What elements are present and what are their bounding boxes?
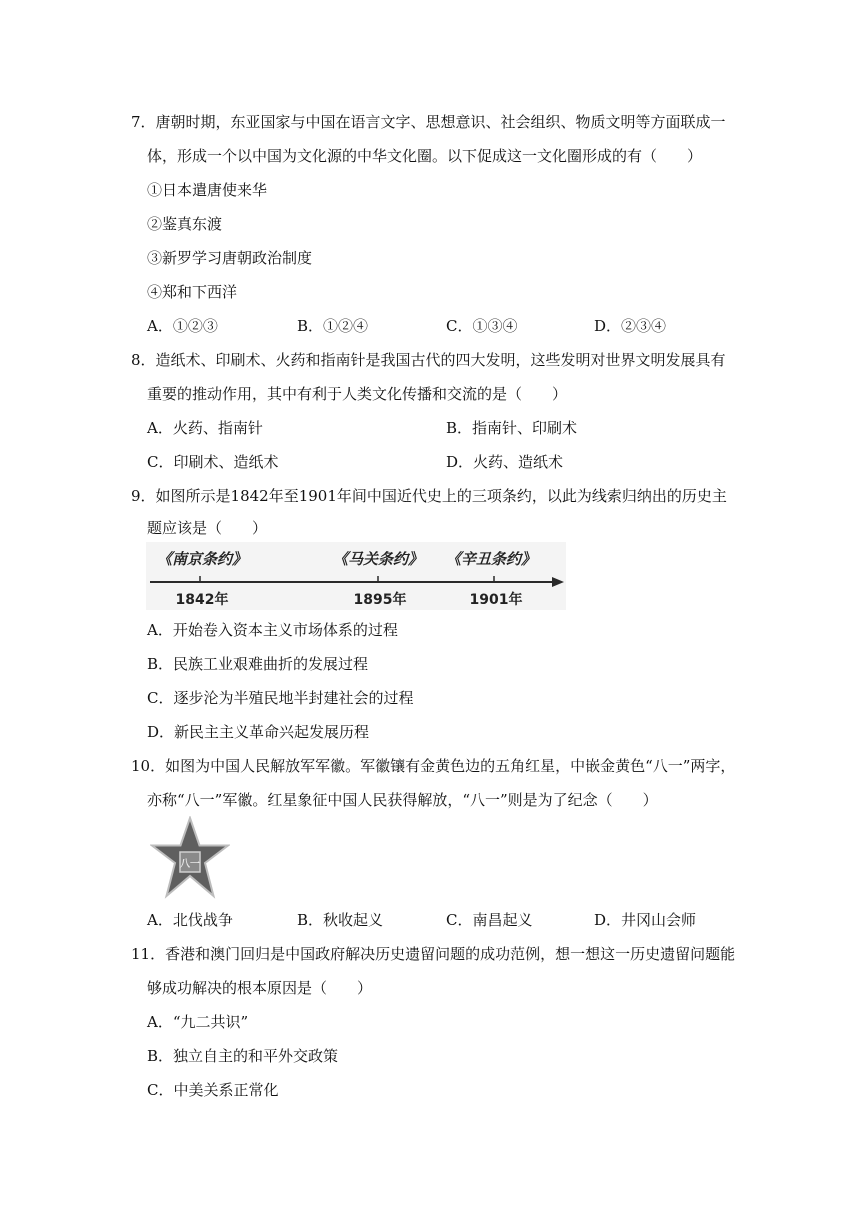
q10-stem-line1: 10．如图为中国人民解放军军徽。军徽镶有金黄色边的五角红星，中嵌金黄色“八一”两字， bbox=[131, 757, 736, 775]
q7-stem-line2: 体，形成一个以中国为文化源的中华文化圈。以下促成这一文化圈形成的有（ ） bbox=[147, 147, 703, 165]
q11-option-c[interactable]: C．中美关系正常化 bbox=[147, 1081, 279, 1099]
q7-option-d[interactable]: D．②③④ bbox=[594, 317, 667, 335]
q9-option-a[interactable]: A．开始卷入资本主义市场体系的过程 bbox=[147, 621, 398, 639]
q11-option-a[interactable]: A．“九二共识” bbox=[147, 1013, 249, 1031]
q9-option-c[interactable]: C．逐步沦为半殖民地半封建社会的过程 bbox=[147, 689, 414, 707]
q8-stem-line1: 8．造纸术、印刷术、火药和指南针是我国古代的四大发明，这些发明对世界文明发展具有 bbox=[131, 351, 726, 369]
q7-option-c[interactable]: C．①③④ bbox=[446, 317, 518, 335]
q10-option-a[interactable]: A．北伐战争 bbox=[147, 911, 233, 929]
q7-item-3: ③新罗学习唐朝政治制度 bbox=[147, 249, 313, 267]
q10-stem-line2: 亦称“八一”军徽。红星象征中国人民获得解放，“八一”则是为了纪念（ ） bbox=[147, 791, 658, 809]
treaty-maguan: 《马关条约》 bbox=[332, 550, 424, 568]
treaty-nanjing: 《南京条约》 bbox=[156, 550, 248, 568]
q7-option-b[interactable]: B．①②④ bbox=[297, 317, 369, 335]
pla-badge-image bbox=[150, 816, 230, 900]
q7-item-1: ①日本遣唐使来华 bbox=[147, 181, 268, 199]
q10-option-b[interactable]: B．秋收起义 bbox=[297, 911, 384, 929]
q9-option-d[interactable]: D．新民主主义革命兴起发展历程 bbox=[147, 723, 370, 741]
treaty-xinchou: 《辛丑条约》 bbox=[445, 550, 537, 568]
q8-option-b[interactable]: B．指南针、印刷术 bbox=[446, 419, 578, 437]
q9-option-b[interactable]: B．民族工业艰难曲折的发展过程 bbox=[147, 655, 369, 673]
q10-option-d[interactable]: D．井冈山会师 bbox=[594, 911, 697, 929]
year-1901: 1901年 bbox=[469, 592, 523, 608]
q7-option-a[interactable]: A．①②③ bbox=[147, 317, 218, 335]
q8-option-a[interactable]: A．火药、指南针 bbox=[147, 419, 263, 437]
q11-option-b[interactable]: B．独立自主的和平外交政策 bbox=[147, 1047, 339, 1065]
badge-bayi-text: 八一 bbox=[180, 859, 200, 870]
year-1895: 1895年 bbox=[353, 592, 407, 608]
q9-stem-line1: 9．如图所示是1842年至1901年间中国近代史上的三项条约，以此为线索归纳出的历史主 bbox=[131, 487, 727, 505]
q10-option-c[interactable]: C．南昌起义 bbox=[446, 911, 533, 929]
q8-stem-line2: 重要的推动作用，其中有利于人类文化传播和交流的是（ ） bbox=[147, 385, 568, 403]
q8-option-c[interactable]: C．印刷术、造纸术 bbox=[147, 453, 279, 471]
q7-item-2: ②鉴真东渡 bbox=[147, 215, 223, 233]
q11-stem-line2: 够成功解决的根本原因是（ ） bbox=[147, 979, 373, 997]
q11-stem-line1: 11．香港和澳门回归是中国政府解决历史遗留问题的成功范例，想一想这一历史遗留问题能 bbox=[131, 945, 736, 963]
q9-stem-line2: 题应该是（ ） bbox=[147, 519, 268, 537]
q7-item-4: ④郑和下西洋 bbox=[147, 283, 238, 301]
treaty-timeline bbox=[146, 542, 566, 610]
q8-option-d[interactable]: D．火药、造纸术 bbox=[446, 453, 564, 471]
q7-stem-line1: 7．唐朝时期，东亚国家与中国在语言文字、思想意识、社会组织、物质文明等方面联成一 bbox=[131, 113, 726, 131]
year-1842: 1842年 bbox=[175, 592, 229, 608]
